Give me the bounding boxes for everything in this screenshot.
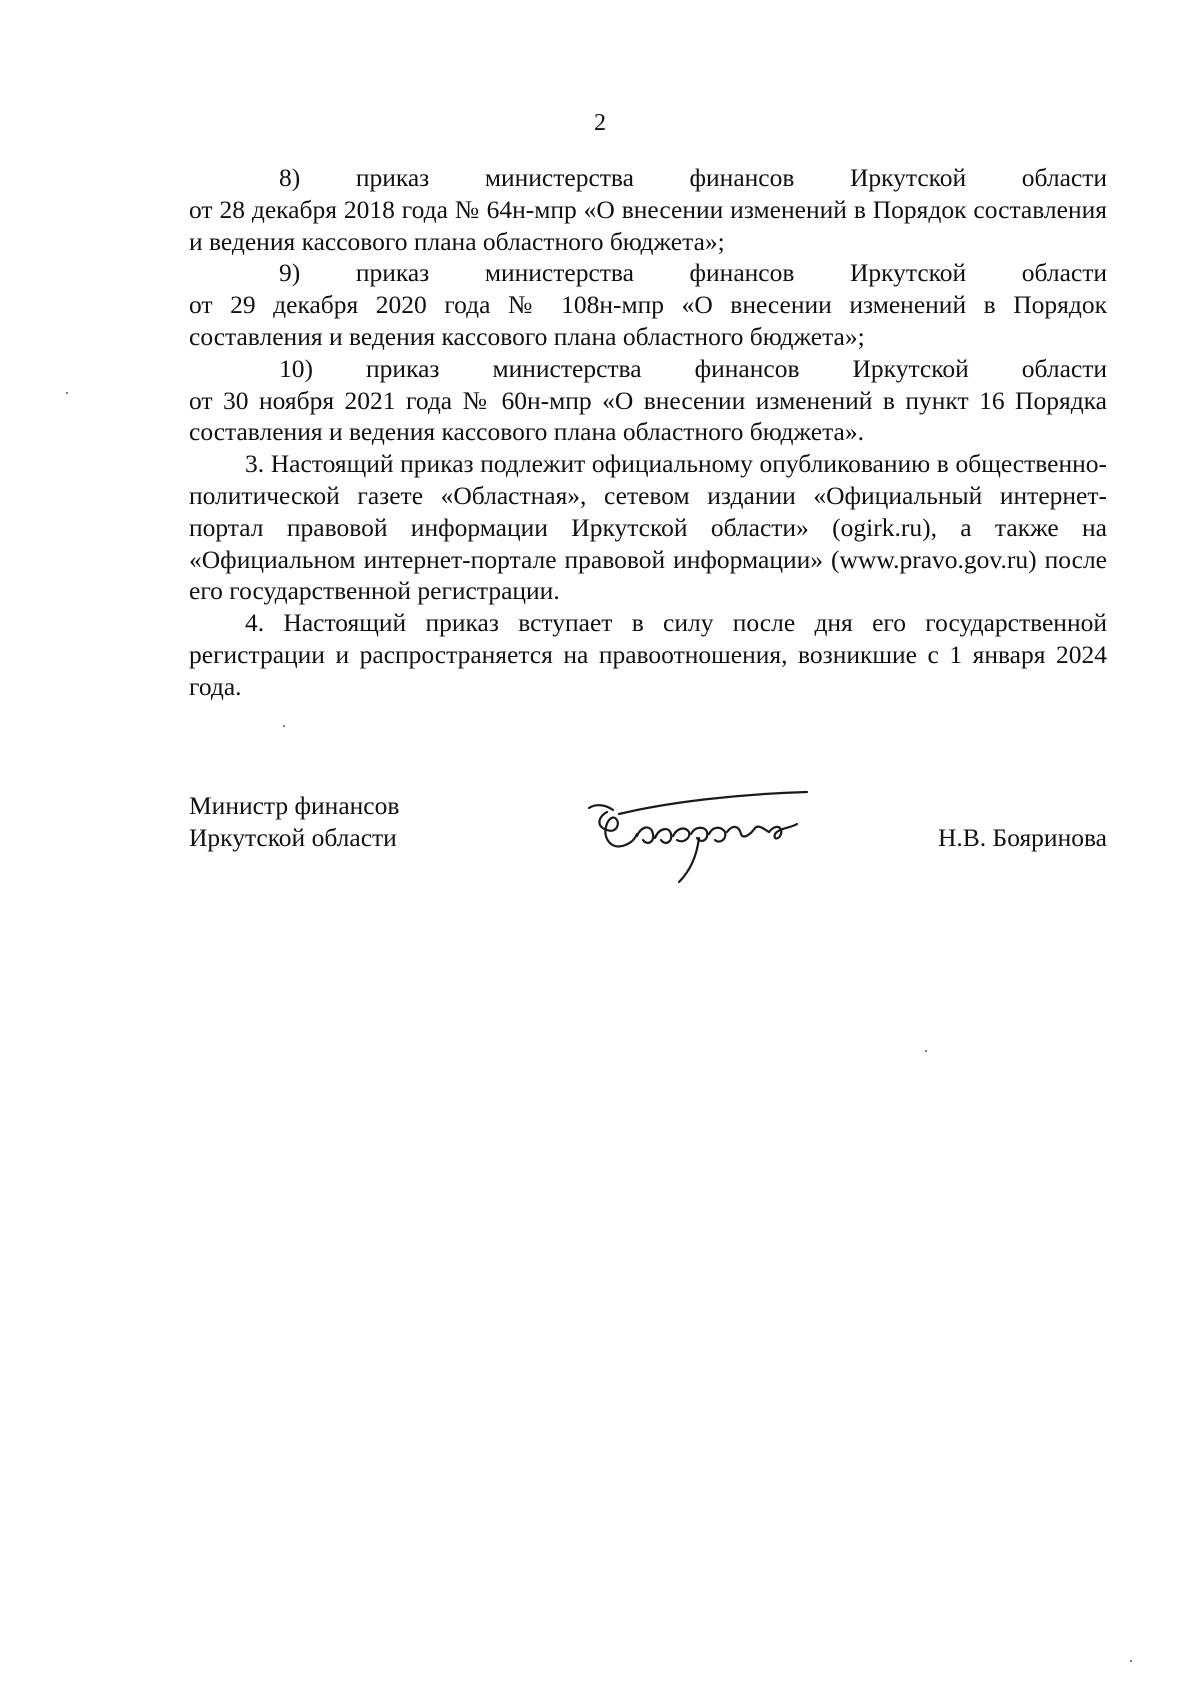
- paragraph-4-effective-date: 4. Настоящий приказ вступает в силу после дня его государственной регистрации и распространяется на правоотношения, возникшие с 1 января 2024 года.: [189, 608, 1107, 701]
- scan-speck: [1130, 1660, 1132, 1662]
- page-number: 2: [594, 110, 606, 136]
- list-item-10-text: от 30 ноября 2021 года № 60н-мпр «О внесении изменений в пункт 16 Порядка составления и ведения кассового плана областного бюджета».: [189, 385, 1107, 447]
- paragraph-3-publication: 3. Настоящий приказ подлежит официальному опубликованию в общественно-политической газете «Областная», сетевом издании «Официальный интернет-портал правовой информации Иркутской области» (ogirk.ru), а также на «Официальном интернет-портале правовой информации» (www.pravo.gov.ru) после его государственной регистрации.: [189, 449, 1107, 606]
- scan-speck: [925, 1050, 927, 1052]
- list-item-8-text: от 28 декабря 2018 года № 64н-мпр «О внесении изменений в Порядок составления и ведения кассового плана областного бюджета»;: [189, 194, 1107, 256]
- list-item-9-first-line: 9) приказ министерства финансов Иркутской области: [279, 258, 1107, 288]
- signer-name: Н.В. Бояринова: [938, 823, 1107, 852]
- handwritten-signature: [559, 774, 839, 884]
- signer-position-line-1: Министр финансов: [189, 791, 400, 820]
- signer-position: [189, 790, 399, 854]
- scan-speck: [283, 725, 285, 727]
- document-body: [189, 162, 1107, 703]
- signer-position-line-2: Иркутской области: [189, 823, 397, 852]
- list-item-8-first-line: 8) приказ министерства финансов Иркутской области: [279, 163, 1107, 192]
- scan-speck: [66, 392, 68, 394]
- list-item-9-text: от 29 декабря 2020 года № 108н-мпр «О внесении изменений в Порядок составления и ведения кассового плана областного бюджета»;: [189, 290, 1107, 351]
- signature-block: [189, 790, 1107, 900]
- list-item-10-first-line: 10) приказ министерства финансов Иркутской области: [279, 353, 1107, 383]
